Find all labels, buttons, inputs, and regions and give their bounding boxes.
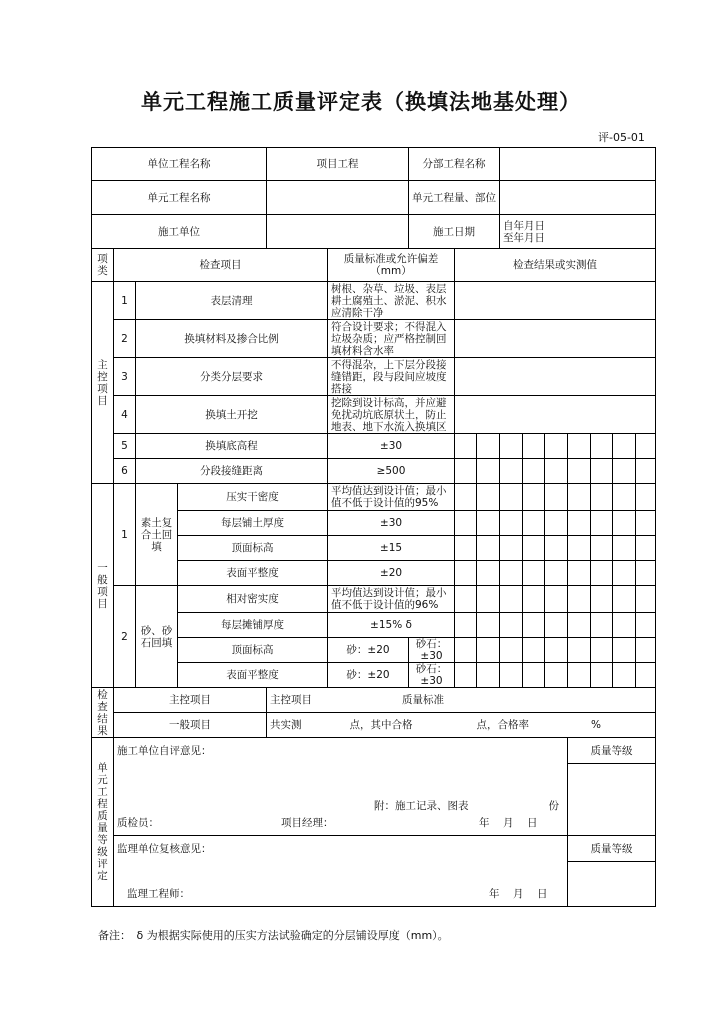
- result-cell[interactable]: [636, 586, 656, 613]
- check-main-row[interactable]: [267, 688, 656, 713]
- general-items-category: 一 般 项 目: [92, 484, 114, 688]
- general-item-name: 表面平整度: [178, 561, 328, 586]
- result-cell[interactable]: [477, 511, 500, 536]
- element-qty-value[interactable]: [500, 181, 656, 215]
- main-item-standard: 挖除到设计标高，并应避免扰动坑底原状土，防止地表、地下水流入换填区: [328, 396, 455, 434]
- main-item-no: 4: [114, 396, 136, 434]
- general-item-standard: 平均值达到设计值；最小值不低于设计值的95%: [328, 484, 455, 511]
- general-item-standard: 平均值达到设计值；最小值不低于设计值的96%: [328, 586, 455, 613]
- result-cell[interactable]: [591, 613, 613, 638]
- result-cell[interactable]: [636, 613, 656, 638]
- main-item-standard: ±30: [328, 434, 455, 459]
- measured-label: 共实测: [270, 719, 302, 731]
- result-cell[interactable]: [591, 511, 613, 536]
- result-cell[interactable]: [613, 434, 636, 459]
- construction-dates[interactable]: 自年月日 至年月日: [500, 215, 656, 249]
- result-cell[interactable]: [500, 561, 523, 586]
- result-cell[interactable]: [455, 638, 477, 663]
- general-item-name: 压实干密度: [178, 484, 328, 511]
- attach-label: 附：施工记录、图表: [374, 799, 469, 812]
- self-grade-label: 质量等级: [568, 738, 656, 764]
- general-item-name: 每层铺土厚度: [178, 511, 328, 536]
- main-item-result[interactable]: [455, 396, 656, 434]
- manager-label: 项目经理：: [281, 817, 334, 830]
- review-sign-row: 监理工程师： 年 月 日: [114, 882, 568, 907]
- result-cell[interactable]: [545, 561, 568, 586]
- result-cell[interactable]: [523, 484, 545, 511]
- self-eval-label: 施工单位自评意见：: [114, 738, 568, 764]
- check-main-col: 主控项目: [270, 694, 312, 706]
- main-item-no: 5: [114, 434, 136, 459]
- result-cell[interactable]: [545, 484, 568, 511]
- main-item-standard: ≥500: [328, 459, 455, 484]
- result-cell[interactable]: [500, 638, 523, 663]
- result-cell[interactable]: [477, 561, 500, 586]
- result-cell[interactable]: [455, 459, 477, 484]
- supervisor-label: 监理工程师：: [127, 887, 190, 900]
- date-label: 施工日期: [409, 215, 500, 249]
- general-item-standard-sand: 砂：±20: [328, 663, 409, 688]
- main-item-name: 分段接缝距离: [136, 459, 328, 484]
- result-cell[interactable]: [568, 638, 591, 663]
- result-cell[interactable]: [523, 586, 545, 613]
- percent-sign: %: [591, 719, 601, 731]
- main-item-no: 1: [114, 282, 136, 320]
- check-result-category: 检 查 结 果: [92, 688, 114, 738]
- result-cell[interactable]: [523, 511, 545, 536]
- result-cell[interactable]: [545, 459, 568, 484]
- general-item-standard: ±30: [328, 511, 455, 536]
- sub-project-label: 分部工程名称: [409, 148, 500, 181]
- result-cell[interactable]: [568, 536, 591, 561]
- result-cell[interactable]: [545, 613, 568, 638]
- result-cell[interactable]: [500, 434, 523, 459]
- result-cell[interactable]: [455, 613, 477, 638]
- result-cell[interactable]: [500, 613, 523, 638]
- main-item-no: 6: [114, 459, 136, 484]
- result-cell[interactable]: [591, 663, 613, 688]
- general-item-name: 表面平整度: [178, 663, 328, 688]
- result-cell[interactable]: [523, 561, 545, 586]
- result-cell[interactable]: [523, 638, 545, 663]
- result-cell[interactable]: [636, 561, 656, 586]
- general-group-no: 2: [114, 586, 136, 688]
- result-cell[interactable]: [500, 459, 523, 484]
- result-cell[interactable]: [568, 663, 591, 688]
- general-item-standard: ±15% δ: [328, 613, 455, 638]
- main-item-result[interactable]: [455, 320, 656, 358]
- col-result: 检查结果或实测值: [455, 249, 656, 282]
- result-cell[interactable]: [477, 434, 500, 459]
- element-name-label: 单元工程名称: [92, 181, 267, 215]
- general-item-name: 每层摊铺厚度: [178, 613, 328, 638]
- main-item-result[interactable]: [455, 358, 656, 396]
- result-cell[interactable]: [500, 511, 523, 536]
- col-category: 项 类: [92, 249, 114, 282]
- result-cell[interactable]: [613, 484, 636, 511]
- result-cell[interactable]: [591, 638, 613, 663]
- result-cell[interactable]: [500, 484, 523, 511]
- result-cell[interactable]: [523, 536, 545, 561]
- quality-evaluation-table: [91, 147, 656, 907]
- result-cell[interactable]: [455, 536, 477, 561]
- result-cell[interactable]: [613, 638, 636, 663]
- general-group-no: 1: [114, 484, 136, 586]
- result-cell[interactable]: [545, 663, 568, 688]
- main-item-standard: 不得混杂，上下层分段接缝错距，段与段间应坡度搭接: [328, 358, 455, 396]
- result-cell[interactable]: [636, 663, 656, 688]
- result-cell[interactable]: [636, 511, 656, 536]
- result-cell[interactable]: [568, 459, 591, 484]
- result-cell[interactable]: [455, 434, 477, 459]
- result-cell[interactable]: [613, 459, 636, 484]
- result-cell[interactable]: [523, 434, 545, 459]
- element-name-value[interactable]: [267, 181, 409, 215]
- result-cell[interactable]: [545, 511, 568, 536]
- result-cell[interactable]: [591, 484, 613, 511]
- general-item-standard: ±15: [328, 536, 455, 561]
- result-cell[interactable]: [568, 561, 591, 586]
- check-main-std: 质量标准: [402, 694, 444, 706]
- general-item-name: 相对密实度: [178, 586, 328, 613]
- result-cell[interactable]: [477, 663, 500, 688]
- main-item-standard: 符合设计要求；不得混入垃圾杂质；应严格控制回填材料含水率: [328, 320, 455, 358]
- element-qty-label: 单元工程量、部位: [409, 181, 500, 215]
- result-cell[interactable]: [591, 561, 613, 586]
- evaluation-category: 单 元 工 程 质 量 等 级 评 定: [92, 738, 114, 907]
- main-item-name: 分类分层要求: [136, 358, 328, 396]
- check-general-row[interactable]: [267, 713, 656, 738]
- general-group-material: 砂、砂石回填: [136, 586, 178, 688]
- result-cell[interactable]: [477, 484, 500, 511]
- result-cell[interactable]: [477, 613, 500, 638]
- form-code: 评-05-01: [598, 131, 645, 144]
- result-cell[interactable]: [636, 638, 656, 663]
- review-grade-value[interactable]: [568, 862, 656, 907]
- result-cell[interactable]: [500, 663, 523, 688]
- result-cell[interactable]: [636, 459, 656, 484]
- rate-label: 点，合格率: [476, 719, 529, 731]
- pass-label: 点，其中合格: [349, 719, 413, 731]
- contractor-value[interactable]: [267, 215, 409, 249]
- self-sign-row: 质检员： 项目经理： 年 月 日: [114, 812, 568, 836]
- review-label: 监理单位复核意见：: [114, 836, 568, 862]
- result-cell[interactable]: [613, 613, 636, 638]
- general-item-standard-sand: 砂：±20: [328, 638, 409, 663]
- result-cell[interactable]: [591, 586, 613, 613]
- result-cell[interactable]: [477, 638, 500, 663]
- result-cell[interactable]: [545, 536, 568, 561]
- result-cell[interactable]: [613, 536, 636, 561]
- result-cell[interactable]: [455, 561, 477, 586]
- result-cell[interactable]: [455, 511, 477, 536]
- result-cell[interactable]: [477, 536, 500, 561]
- unit-project-label: 单位工程名称: [92, 148, 267, 181]
- result-cell[interactable]: [523, 459, 545, 484]
- date-from-label: 自: [503, 219, 514, 232]
- result-cell[interactable]: [455, 484, 477, 511]
- result-cell[interactable]: [500, 586, 523, 613]
- main-item-result[interactable]: [455, 282, 656, 320]
- general-item-standard-gravel: 砂石：±30: [409, 663, 455, 688]
- copies-label: 份: [548, 799, 559, 812]
- main-item-name: 换填底高程: [136, 434, 328, 459]
- result-cell[interactable]: [545, 638, 568, 663]
- col-standard: 质量标准或允许偏差（mm）: [328, 249, 455, 282]
- col-item: 检查项目: [114, 249, 328, 282]
- check-general-label: 一般项目: [114, 713, 267, 738]
- main-item-no: 2: [114, 320, 136, 358]
- result-cell[interactable]: [523, 613, 545, 638]
- result-cell[interactable]: [500, 536, 523, 561]
- inspector-label: 质检员：: [117, 817, 159, 830]
- main-items-category: 主 控 项 目: [92, 282, 114, 484]
- result-cell[interactable]: [545, 586, 568, 613]
- unit-project-value[interactable]: 项目工程: [267, 148, 409, 181]
- self-grade-value[interactable]: [568, 764, 656, 836]
- result-cell[interactable]: [568, 511, 591, 536]
- result-cell[interactable]: [568, 586, 591, 613]
- result-cell[interactable]: [523, 663, 545, 688]
- result-cell[interactable]: [568, 434, 591, 459]
- result-cell[interactable]: [613, 586, 636, 613]
- check-main-label: 主控项目: [114, 688, 267, 713]
- result-cell[interactable]: [477, 459, 500, 484]
- general-item-name: 顶面标高: [178, 536, 328, 561]
- main-item-name: 换填材料及掺合比例: [136, 320, 328, 358]
- result-cell[interactable]: [613, 511, 636, 536]
- main-item-no: 3: [114, 358, 136, 396]
- footnote: 备注： δ 为根据实际使用的压实方法试验确定的分层铺设厚度（mm）。: [98, 929, 449, 942]
- general-item-standard: ±20: [328, 561, 455, 586]
- result-cell[interactable]: [568, 613, 591, 638]
- result-cell[interactable]: [455, 586, 477, 613]
- sub-project-value[interactable]: [500, 148, 656, 181]
- result-cell[interactable]: [613, 561, 636, 586]
- page-title: 单元工程施工质量评定表（换填法地基处理）: [141, 90, 581, 114]
- result-cell[interactable]: [636, 434, 656, 459]
- result-cell[interactable]: [568, 484, 591, 511]
- result-cell[interactable]: [613, 663, 636, 688]
- result-cell[interactable]: [477, 586, 500, 613]
- attach-row: [114, 764, 568, 812]
- main-item-name: 表层清理: [136, 282, 328, 320]
- result-cell[interactable]: [636, 536, 656, 561]
- review-blank[interactable]: [114, 862, 568, 882]
- result-cell[interactable]: [455, 663, 477, 688]
- main-item-name: 换填土开挖: [136, 396, 328, 434]
- contractor-label: 施工单位: [92, 215, 267, 249]
- general-item-name: 顶面标高: [178, 638, 328, 663]
- date-to-label: 至: [503, 231, 514, 244]
- main-item-standard: 树根、杂草、垃圾、表层耕土腐殖土、淤泥、积水应清除干净: [328, 282, 455, 320]
- review-grade-label: 质量等级: [568, 836, 656, 862]
- result-cell[interactable]: [545, 434, 568, 459]
- general-group-material: 素土复合土回填: [136, 484, 178, 586]
- result-cell[interactable]: [636, 484, 656, 511]
- result-cell[interactable]: [591, 459, 613, 484]
- general-item-standard-gravel: 砂石：±30: [409, 638, 455, 663]
- result-cell[interactable]: [591, 536, 613, 561]
- result-cell[interactable]: [591, 434, 613, 459]
